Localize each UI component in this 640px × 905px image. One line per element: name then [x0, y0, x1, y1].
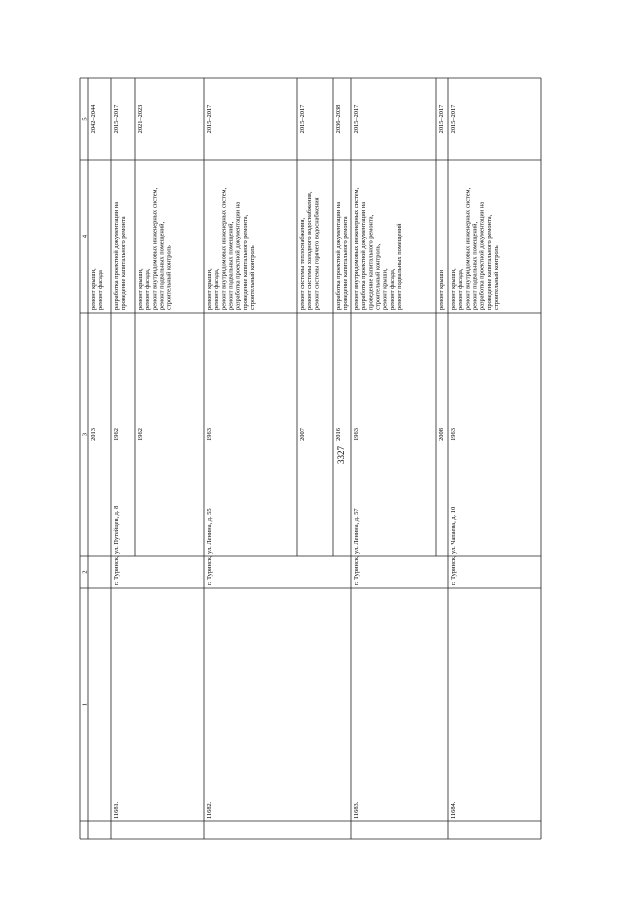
work-item: ремонт крыши,: [206, 268, 213, 310]
work-item: ремонт внутридомовых инженерных систем,: [220, 187, 228, 310]
work-item: проведение капитального ремонта: [120, 216, 128, 310]
work-item: ремонт крыши,: [90, 268, 97, 310]
repair-period: 2015–2017: [353, 104, 360, 134]
row-address: г. Туринск, ул. Ленина, д. 57: [353, 508, 360, 585]
work-item: разработка проектной документации на: [113, 201, 120, 310]
work-item: разработка проектной документации на: [234, 201, 242, 310]
repair-period: 2015–2017: [450, 104, 457, 134]
work-item: ремонт подвальных помещений,: [471, 221, 479, 310]
header-col-4: 4: [81, 234, 89, 239]
work-item: ремонт подвальных помещений: [395, 223, 403, 310]
work-item: ремонт внутридомовых инженерных систем,: [353, 187, 360, 310]
work-item: ремонт крыши,: [450, 268, 457, 310]
header-col-3: 3: [81, 432, 89, 437]
built-year: 1963: [353, 428, 360, 441]
work-item: ремонт фасада,: [144, 268, 152, 310]
header-col-1: 1: [81, 702, 89, 707]
repair-period: 2015–2017: [438, 104, 445, 134]
repair-period: 2015–2017: [206, 104, 213, 134]
work-item: проведение капитального ремонта,: [485, 214, 493, 310]
built-year: 2013: [90, 428, 97, 441]
row-address: г. Туринск, ул. Путейцев, д. 8: [113, 505, 120, 585]
repair-period: 2036–2038: [335, 104, 342, 134]
work-item: ремонт фасада,: [457, 268, 465, 310]
work-item: проведение капитального ремонта,: [367, 214, 375, 310]
work-item: разработка проектной документации на: [478, 201, 486, 310]
row-number: 11684.: [450, 801, 457, 819]
work-item: проведение капитального ремонта,: [241, 214, 249, 310]
repair-period: 2021–2023: [137, 104, 144, 134]
work-item: строительный контроль,: [374, 243, 382, 310]
row-number: 11683.: [353, 801, 360, 819]
work-item: разработка проектной документации на: [360, 201, 368, 310]
work-item: ремонт системы горячего водоснабжения: [313, 197, 321, 310]
row-address: г. Туринск, ул. Ленина, д. 55: [206, 508, 213, 585]
work-item: ремонт системы теплоснабжения,: [299, 217, 306, 310]
built-year: 2016: [335, 428, 342, 441]
work-item: ремонт внутридомовых инженерных систем,: [151, 187, 159, 310]
work-item: ремонт системы холодного водоснабжения,: [306, 191, 314, 310]
built-year: 2008: [438, 428, 445, 441]
row-number: 11682.: [206, 801, 213, 819]
built-year: 1962: [113, 428, 120, 441]
work-item: ремонт фасада,: [388, 268, 396, 310]
built-year: 1963: [206, 428, 213, 441]
work-item: ремонт крыши,: [137, 268, 144, 310]
work-item: строительный контроль: [248, 245, 256, 310]
work-item: ремонт фасада,: [213, 268, 221, 310]
built-year: 1963: [450, 428, 457, 441]
work-item: ремонт подвальных помещений,: [158, 221, 166, 310]
work-item: ремонт крыши,: [381, 268, 389, 310]
header-col-2: 2: [81, 570, 89, 574]
built-year: 2007: [299, 428, 306, 441]
page-number: 3327: [336, 446, 346, 464]
work-item: проведение капитального ремонта: [342, 216, 350, 310]
repair-period: 2015–2017: [113, 104, 120, 134]
row-address: г. Туринск, ул. Чапаева, д. 10: [450, 506, 457, 585]
built-year: 1962: [137, 428, 144, 441]
work-item: ремонт фасада: [97, 270, 105, 310]
work-item: ремонт крыши: [438, 269, 445, 310]
work-item: разработка проектной документации на: [335, 201, 342, 310]
repair-period: 2042–2044: [90, 104, 97, 134]
row-number: 11681.: [113, 801, 120, 819]
repair-period: 2015–2017: [299, 104, 306, 134]
work-item: строительный контроль: [165, 245, 173, 310]
work-item: ремонт подвальных помещений,: [227, 221, 235, 310]
work-item: строительный контроль: [492, 245, 500, 310]
header-col-5: 5: [81, 117, 89, 121]
work-item: ремонт внутридомовых инженерных систем,: [464, 187, 472, 310]
